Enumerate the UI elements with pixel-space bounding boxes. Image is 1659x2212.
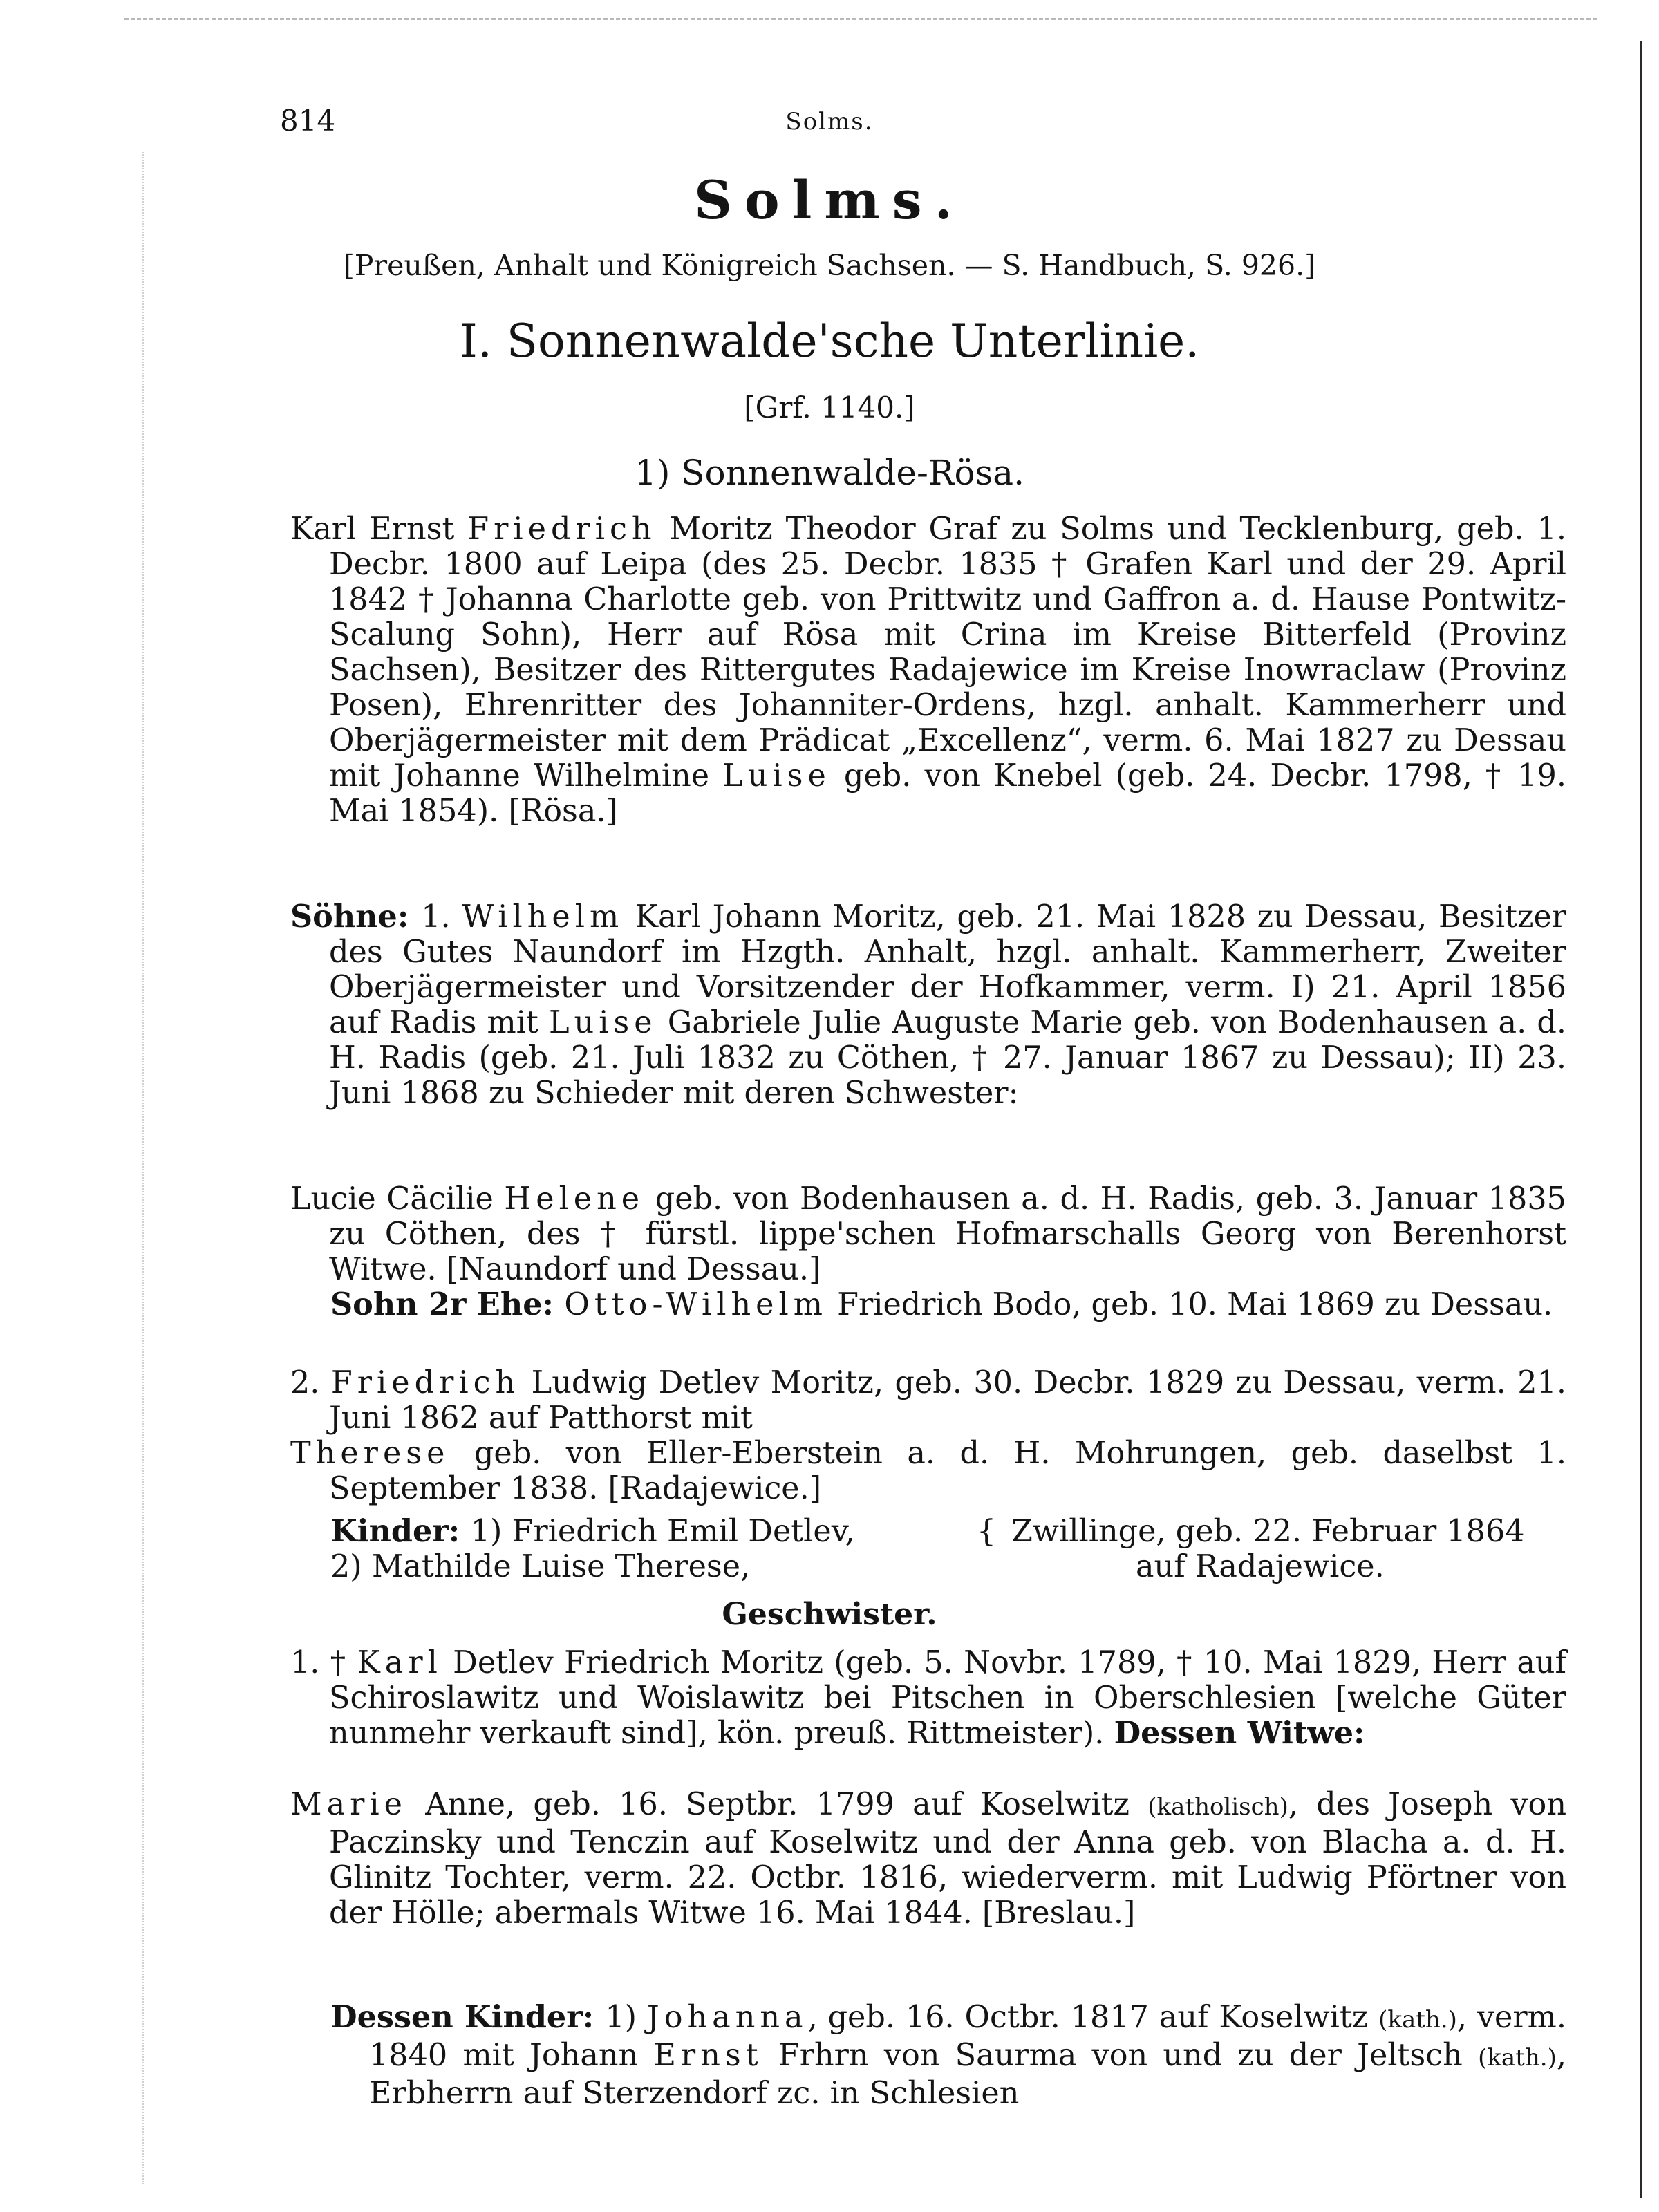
entry-friedrich xyxy=(290,1365,1566,1436)
entry-marie-anne xyxy=(290,1787,1566,1931)
entry-karl-detlev xyxy=(290,1645,1566,1751)
confession-note: (kath.) xyxy=(1478,2044,1557,2072)
wife-name-spaced: Luise xyxy=(722,758,831,794)
entry-name-spaced: Friedrich xyxy=(467,512,657,547)
entry-text: geb. von Eller-Eberstein a. d. H. Mohrungen, geb. daselbst 1. September 1838. [Radajewice.] xyxy=(329,1436,1566,1506)
page-header xyxy=(0,104,1659,145)
entry-name-spaced: Therese xyxy=(290,1436,450,1471)
sohn-label: Sohn 2r Ehe: xyxy=(330,1286,565,1322)
entry-text: Karl Johann Moritz, geb. 21. Mai 1828 zu Dessau, Besitzer des Gutes Naundorf im Hzgth. Anhalt, hzgl. anhalt. Kammerherr, Zweiter Oberjägermeister und Vorsitzender der Hofkammer, verm. I) 21. April 1856 auf Radis mit xyxy=(329,899,1567,1040)
kinder-names xyxy=(330,1514,973,1584)
page-top-edge xyxy=(124,18,1597,20)
entry-text: Detlev Friedrich Moritz (geb. 5. Novbr. 1789, † 10. Mai 1829, Herr auf Schiroslawitz und Woislawitz bei Pitschen in Oberschlesien [welche Güter nunmehr verkauft sind], kön. preuß. Rittmeister). xyxy=(329,1645,1566,1751)
entry-text: , des Joseph von Paczinsky und Tenczin auf Koselwitz und der Anna geb. von Blacha a. d. H. Glinitz Tochter, verm. 22. Octbr. 1816, wiederverm. mit Ludwig Pförtner von der Hölle; abermals Witwe 16. Mai 1844. [Breslau.] xyxy=(329,1787,1566,1931)
entry-number: 1. † xyxy=(290,1645,357,1680)
entry-name-spaced: Helene xyxy=(504,1181,645,1217)
entry-text: Moritz Theodor Graf zu Solms und Tecklenburg, geb. 1. Decbr. 1800 auf Leipa (des 25. Decbr. 1835 † Grafen Karl und der 29. April 1842 † Johanna Charlotte geb. von Prittwitz und Gaffron a. d. Hause Pontwitz-Scalung Sohn), Herr auf Rösa mit Crina im Kreise Bitterfeld (Provinz Sachsen), Besitzer des Rittergutes Radajewice im Kreise Inowraclaw (Provinz Posen), Ehrenritter des Johanniter-Ordens, hzgl. anhalt. Kammerherr und Oberjägermeister mit dem Prädicat „Excellenz“, verm. 6. Mai 1827 zu Dessau mit Johanne Wilhelmine xyxy=(329,512,1566,794)
sub-heading: 1) Sonnenwalde-Rösa. xyxy=(635,453,1024,493)
page-number: 814 xyxy=(280,104,336,138)
twins-line: Zwillinge, geb. 22. Februar 1864 xyxy=(1011,1514,1525,1549)
twins-line: auf Radajewice. xyxy=(1136,1549,1385,1584)
confession-note: (kath.) xyxy=(1378,2006,1457,2034)
entry-text: Gabriele Julie Auguste Marie geb. von Bodenhausen a. d. H. Radis (geb. 21. Juli 1832 zu Cöthen, † 27. Januar 1867 zu Dessau); II) 23. Juni 1868 zu Schieder mit deren Schwester: xyxy=(329,1005,1566,1111)
kinder-brace: { xyxy=(977,1514,996,1549)
entry-lucie xyxy=(290,1181,1566,1287)
kinder-child: 2) Mathilde Luise Therese, xyxy=(330,1549,751,1584)
entry-text: Ludwig Detlev Moritz, geb. 30. Decbr. 1829 zu Dessau, verm. 21. Juni 1862 auf Patthorst mit xyxy=(329,1365,1566,1436)
entry-name-spaced: Wilhelm xyxy=(462,899,624,935)
entry-number: 2. xyxy=(290,1365,331,1400)
entry-text: Frhrn von Saurma von und zu der Jeltsch xyxy=(762,2038,1479,2073)
entry-number: 1. xyxy=(421,899,462,935)
entry-text: Anne, geb. 16. Septbr. 1799 auf Koselwitz xyxy=(406,1787,1148,1822)
entry-name-spaced: Marie xyxy=(290,1787,407,1822)
entry-therese xyxy=(290,1436,1566,1506)
entry-kinder xyxy=(330,1514,1528,1590)
entry-text: , geb. 16. Octbr. 1817 auf Koselwitz xyxy=(807,2000,1379,2035)
kinder-child: 1) Friedrich Emil Detlev, xyxy=(470,1514,855,1549)
wife-name-spaced: Luise xyxy=(548,1005,657,1040)
entry-name-spaced: Friedrich xyxy=(330,1365,521,1400)
page-title: Solms. xyxy=(693,169,966,231)
geschwister-heading: Geschwister. xyxy=(722,1597,937,1632)
soehne-label: Söhne: xyxy=(290,899,422,935)
kinder-label: Dessen Kinder: xyxy=(330,1999,606,2035)
entry-name-spaced: Johanna xyxy=(646,2000,808,2035)
husband-name-spaced: Ernst xyxy=(653,2038,763,2073)
page-subtitle: [Preußen, Anhalt und Königreich Sachsen. — S. Handbuch, S. 926.] xyxy=(343,249,1316,282)
entry-wilhelm xyxy=(290,899,1566,1111)
entry-name-spaced: Otto-Wilhelm xyxy=(564,1287,827,1322)
entry-dessen-kinder xyxy=(330,2000,1566,2111)
running-head: Solms. xyxy=(785,108,874,135)
kinder-twins-note xyxy=(1011,1514,1528,1584)
entry-text: geb. von Bodenhausen a. d. H. Radis, geb. 3. Januar 1835 zu Cöthen, des † fürstl. lippe'schen Hofmarschalls Georg von Berenhorst Witwe. [Naundorf und Dessau.] xyxy=(329,1181,1566,1287)
witwe-label: Dessen Witwe: xyxy=(1114,1715,1365,1751)
entry-text: , verm. 1840 mit Johann xyxy=(369,2000,1566,2073)
confession-note: (katholisch) xyxy=(1147,1793,1288,1821)
entry-sohn-2r-ehe xyxy=(330,1287,1566,1322)
entry-name: Karl Ernst xyxy=(290,512,468,547)
entry-text: , Erbherrn auf Sterzendorf zc. in Schlesien xyxy=(369,2038,1566,2111)
kinder-label: Kinder: xyxy=(330,1513,471,1549)
entry-number: 1) xyxy=(605,2000,647,2035)
entry-karl-ernst-friedrich xyxy=(290,512,1566,829)
section-heading: I. Sonnenwalde'sche Unterlinie. xyxy=(459,315,1200,368)
entry-text: geb. von Knebel (geb. 24. Decbr. 1798, † 19. Mai 1854). [Rösa.] xyxy=(329,758,1567,829)
entry-name: Lucie Cäcilie xyxy=(290,1181,505,1217)
founding-note: [Grf. 1140.] xyxy=(744,391,915,424)
entry-name-spaced: Karl xyxy=(357,1645,442,1680)
entry-text: Friedrich Bodo, geb. 10. Mai 1869 zu Dessau. xyxy=(827,1287,1553,1322)
